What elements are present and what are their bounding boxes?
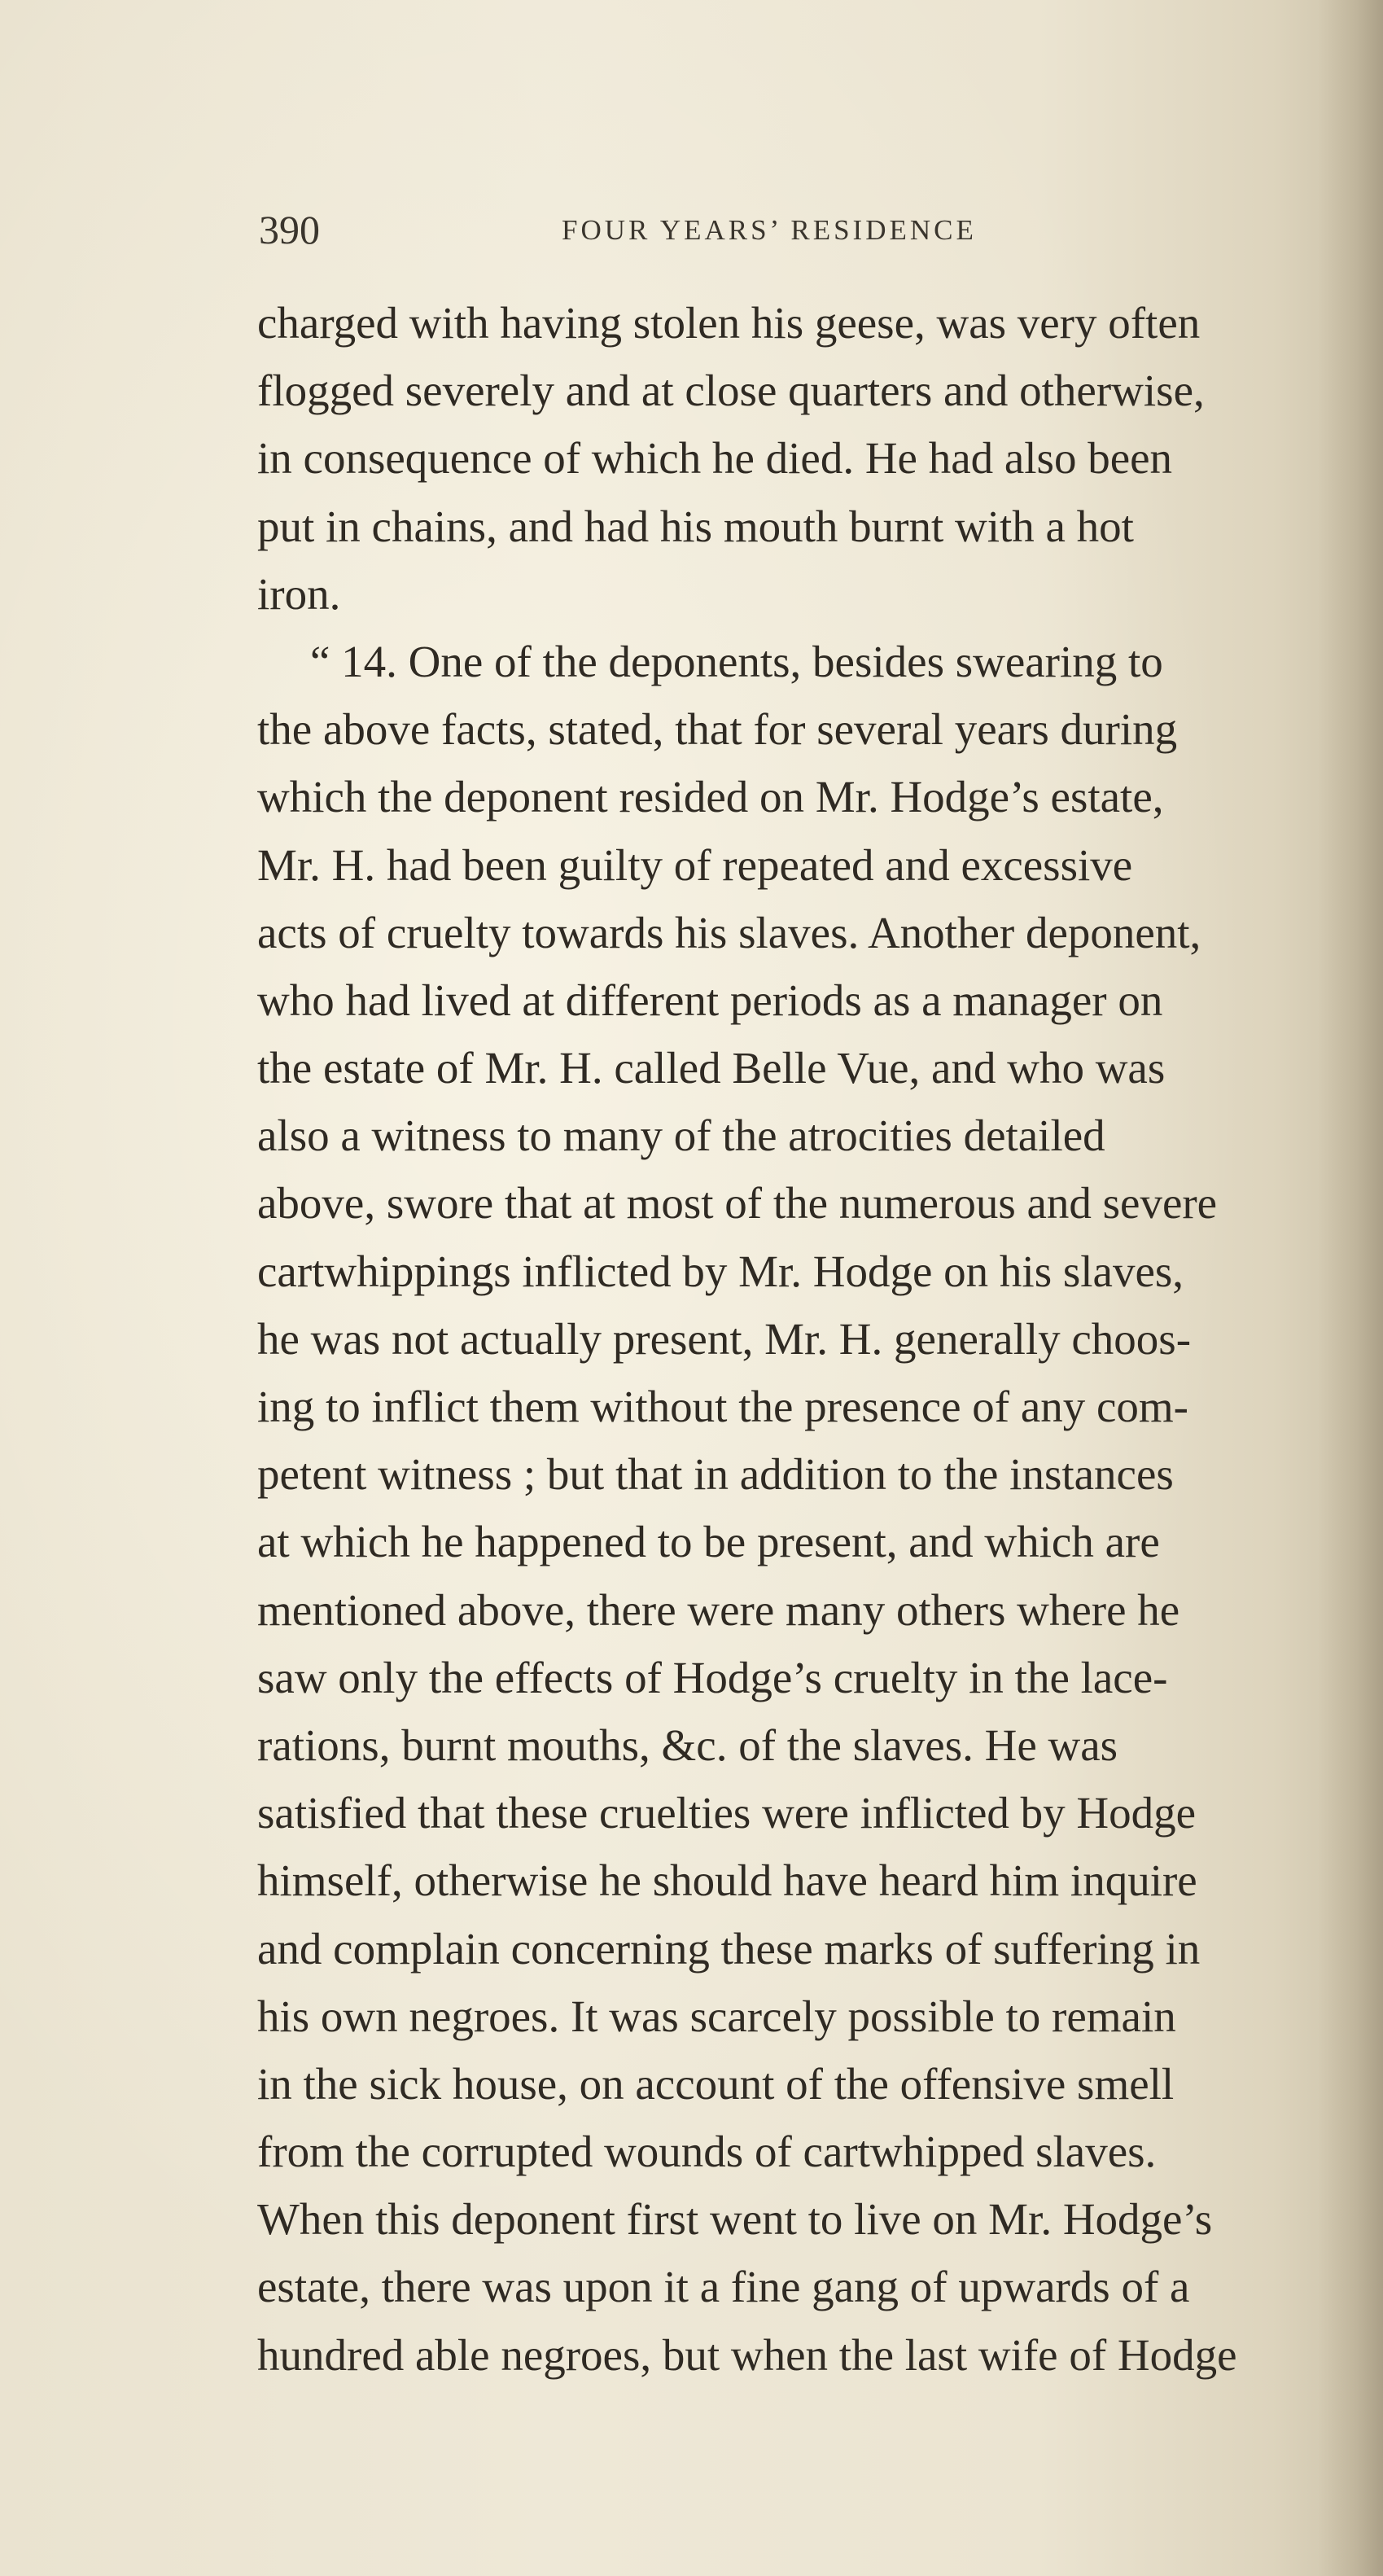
page-number: 390 <box>259 207 320 252</box>
text-line: satisfied that these cruelties were inflicted by Hodge <box>257 1788 1197 1838</box>
text-line: charged with having stolen his geese, was very often <box>257 298 1201 348</box>
text-line: When this deponent first went to live on Mr. Hodge’s <box>257 2194 1213 2245</box>
text-line: also a witness to many of the atrocities detailed <box>257 1111 1105 1161</box>
text-line: acts of cruelty towards his slaves. Another deponent, <box>257 907 1201 957</box>
text-line: hundred able negroes, but when the last wife of Hodge <box>257 2329 1237 2380</box>
text-line: above, swore that at most of the numerous and severe <box>257 1178 1218 1229</box>
text-line: mentioned above, there were many others where he <box>257 1584 1180 1635</box>
text-line: he was not actually present, Mr. H. generally choos- <box>257 1313 1192 1364</box>
text-line: rations, burnt mouths, &c. of the slaves. He was <box>257 1720 1118 1770</box>
text-line: iron. <box>257 568 341 619</box>
text-line: and complain concerning these marks of suffering in <box>257 1923 1201 1974</box>
text-line: who had lived at different periods as a manager on <box>257 975 1163 1025</box>
text-line: saw only the effects of Hodge’s cruelty in the lace- <box>257 1652 1168 1702</box>
text-line: cartwhippings inflicted by Mr. Hodge on his slaves, <box>257 1246 1184 1296</box>
text-line: at which he happened to be present, and which are <box>257 1517 1160 1567</box>
text-line: petent witness ; but that in addition to the instances <box>257 1449 1174 1500</box>
text-line: the estate of Mr. H. called Belle Vue, and who was <box>257 1043 1166 1093</box>
text-line: in the sick house, on account of the offensive smell <box>257 2058 1175 2109</box>
paragraph-start-line: “ 14. One of the deponents, besides swearing to <box>310 636 1163 686</box>
text-line: which the deponent resided on Mr. Hodge’s estate, <box>257 772 1164 822</box>
text-line: estate, there was upon it a fine gang of upwards of a <box>257 2262 1190 2312</box>
body-text <box>257 289 1352 2389</box>
text-line: his own negroes. It was scarcely possible to remain <box>257 1991 1176 2041</box>
page-header <box>259 205 1081 254</box>
text-line: himself, otherwise he should have heard him inquire <box>257 1855 1197 1906</box>
text-line: ing to inflict them without the presence of any com- <box>257 1382 1188 1431</box>
text-line: flogged severely and at close quarters and otherwise, <box>257 366 1205 416</box>
running-head: FOUR YEARS’ RESIDENCE <box>562 214 977 246</box>
text-line: the above facts, stated, that for several years during <box>257 704 1178 755</box>
text-line: in consequence of which he died. He had also been <box>257 433 1173 484</box>
text-line: put in chains, and had his mouth burnt with a hot <box>257 501 1134 551</box>
text-line: from the corrupted wounds of cartwhipped slaves. <box>257 2127 1157 2177</box>
text-line: Mr. H. had been guilty of repeated and excessive <box>257 839 1133 890</box>
